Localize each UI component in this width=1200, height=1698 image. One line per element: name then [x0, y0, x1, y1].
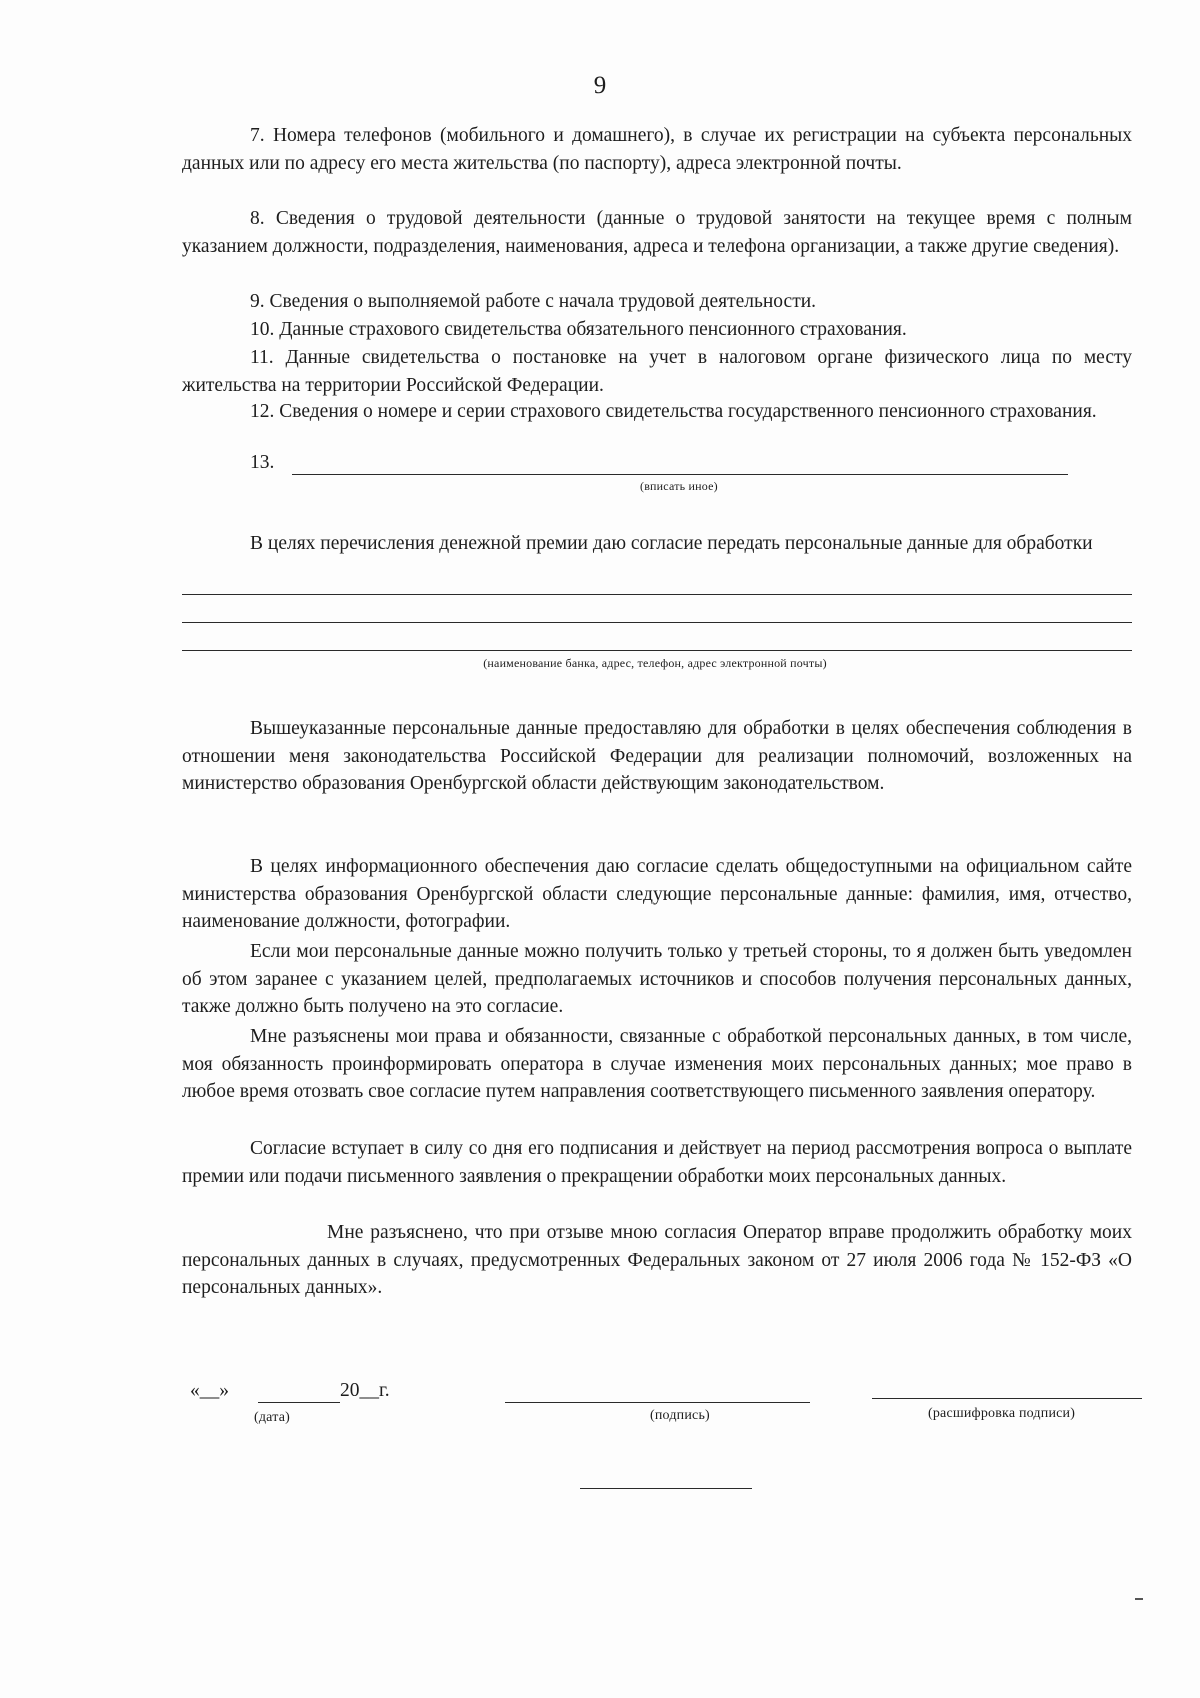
list-item-8-text: 8. Сведения о трудовой деятельности (данные о трудовой занятости на текущее время с полным указанием должности, подразделения, наименования, адреса и телефона организации, а также другие сведения).	[182, 208, 1132, 257]
body-paragraph-6-text: Мне разъяснено, что при отзыве мною согласия Оператор вправе продолжить обработку моих персональных данных в случаях, предусмотренных Федеральных законом от 27 июля 2006 года № 152-ФЗ «О персональных данных».	[182, 1222, 1132, 1298]
signature-decode-caption: (расшифровка подписи)	[928, 1406, 1076, 1421]
scan-speck	[1135, 1598, 1143, 1600]
list-item-7	[182, 122, 1132, 177]
date-year: 20__г.	[340, 1380, 390, 1401]
list-item-13-caption: (вписать иное)	[640, 479, 718, 493]
signature-caption: (подпись)	[650, 1408, 710, 1423]
signature-line[interactable]	[505, 1402, 810, 1403]
body-paragraph-2-text: В целях информационного обеспечения даю согласие сделать общедоступными на официальном сайте министерства образования Оренбургской области следующие персональные данные: фамилия, имя, отчество, наименование должности, фотографии.	[182, 856, 1132, 932]
list-item-13-line[interactable]	[292, 474, 1068, 475]
body-paragraph-6	[182, 1219, 1132, 1302]
list-item-9-text: 9. Сведения о выполняемой работе с начала трудовой деятельности.	[250, 291, 817, 312]
list-item-7-text: 7. Номера телефонов (мобильного и домашнего), в случае их регистрации на субъекта персональных данных или по адресу его места жительства (по паспорту), адреса электронной почты.	[182, 125, 1132, 174]
body-paragraph-5-text: Согласие вступает в силу со дня его подписания и действует на период рассмотрения вопроса о выплате премии или подачи письменного заявления о прекращении обработки моих персональных данных.	[182, 1138, 1132, 1187]
list-item-12-text: 12. Сведения о номере и серии страхового свидетельства государственного пенсионного страхования.	[250, 401, 1097, 422]
bank-consent-text	[182, 530, 1132, 558]
list-item-11-text: 11. Данные свидетельства о постановке на учет в налоговом органе физического лица по месту жительства на территории Российской Федерации.	[182, 347, 1132, 396]
signature-decode-line[interactable]	[872, 1398, 1142, 1399]
bank-line-1[interactable]	[182, 594, 1132, 595]
date-month-line[interactable]	[258, 1402, 340, 1403]
list-item-13-label: 13.	[250, 452, 275, 473]
end-of-document-rule	[580, 1488, 752, 1489]
list-item-11	[182, 344, 1132, 399]
list-item-12	[182, 398, 1132, 426]
date-open-quote: «__»	[190, 1380, 229, 1401]
body-paragraph-5	[182, 1135, 1132, 1190]
list-item-9	[182, 288, 1132, 316]
body-paragraph-4-text: Мне разъяснены мои права и обязанности, связанные с обработкой персональных данных, в том числе, моя обязанность проинформировать оператора в случае изменения моих персональных данных; мое право в любое время отозвать свое согласие путем направления соответствующего письменного заявления оператору.	[182, 1026, 1132, 1102]
list-item-10-text: 10. Данные страхового свидетельства обязательного пенсионного страхования.	[250, 319, 907, 340]
body-paragraph-3-text: Если мои персональные данные можно получить только у третьей стороны, то я должен быть уведомлен об этом заранее с указанием целей, предполагаемых источников и способов получения персональных данных, также должно быть получено на это согласие.	[182, 941, 1132, 1017]
list-item-10	[182, 316, 1132, 344]
bank-consent-text-content: В целях перечисления денежной премии даю согласие передать персональные данные для обработки	[250, 533, 1093, 554]
bank-line-2[interactable]	[182, 622, 1132, 623]
body-paragraph-1	[182, 715, 1132, 798]
body-paragraph-1-text: Вышеуказанные персональные данные предоставляю для обработки в целях обеспечения соблюдения в отношении меня законодательства Российской Федерации для реализации полномочий, возложенных на министерство образования Оренбургской области действующим законодательством.	[182, 718, 1132, 794]
bank-line-3[interactable]	[182, 650, 1132, 651]
page-number: 9	[593, 72, 607, 99]
body-paragraph-2	[182, 853, 1132, 936]
list-item-8	[182, 205, 1132, 260]
body-paragraph-4	[182, 1023, 1132, 1106]
body-paragraph-3	[182, 938, 1132, 1021]
date-caption: (дата)	[254, 1410, 291, 1425]
bank-caption: (наименование банка, адрес, телефон, адрес электронной почты)	[483, 656, 827, 670]
